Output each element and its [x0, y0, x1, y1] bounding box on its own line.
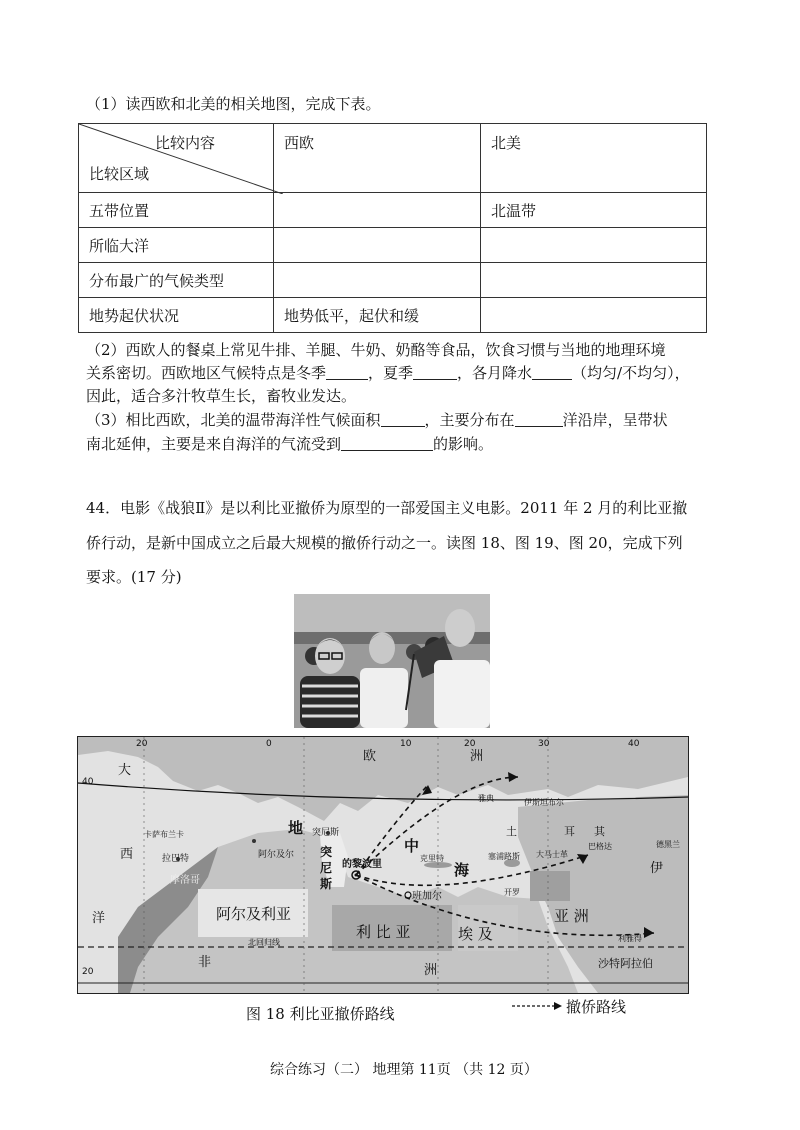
header-compare-region: 比较区域 [89, 165, 150, 183]
lat-label: 40 [82, 777, 94, 787]
lon-label: 20 [464, 739, 476, 749]
label-morocco: 摩洛哥 [170, 875, 200, 886]
label-zhong: 中 [404, 837, 420, 855]
label-tripoli: 的黎波里 [342, 859, 382, 870]
answer-cell: 北温带 [481, 193, 707, 228]
tripoli-marker-dot [355, 874, 358, 877]
blank-winter[interactable] [326, 365, 368, 380]
header-compare-content: 比较内容 [154, 134, 215, 152]
label-turkey-2: 耳 [564, 825, 575, 838]
blank-summer[interactable] [413, 365, 457, 380]
label-casablanca: 卡萨布兰卡 [144, 830, 184, 839]
text-segment: （3）相比西欧，北美的温带海洋性气候面积 [86, 411, 381, 429]
label-cairo: 开罗 [504, 888, 520, 897]
label-cyprus: 塞浦路斯 [488, 852, 520, 861]
text-segment: ，主要分布在 [424, 411, 515, 429]
table-row [79, 228, 707, 263]
label-athens: 雅典 [478, 794, 494, 803]
header-west-europe: 西欧 [274, 124, 481, 193]
map-base [78, 737, 688, 993]
label-crete: 克里特 [420, 854, 444, 863]
text-segment: 南北延伸，主要是来自海洋的气流受到 [86, 435, 342, 453]
answer-cell[interactable] [274, 228, 481, 263]
label-istanbul: 伊斯坦布尔 [524, 798, 564, 807]
label-turkey-3: 其 [594, 825, 605, 838]
lon-label: 30 [538, 739, 550, 749]
table-row [79, 193, 707, 228]
algiers-marker [252, 839, 256, 843]
label-di: 地 [288, 819, 304, 837]
label-turkey-1: 土 [506, 825, 517, 838]
dashed-arrow-icon [512, 999, 562, 1013]
lon-label: 0 [266, 739, 272, 749]
blank-area[interactable] [381, 412, 425, 427]
lon-label: 40 [628, 739, 640, 749]
label-europe-1: 欧 [363, 749, 377, 764]
q43-p3-line2 [86, 434, 493, 454]
q43-p2-line3: 因此，适合多汁牧草生长，畜牧业发达。 [86, 387, 357, 405]
comparison-table [78, 123, 707, 333]
label-atlantic-2: 西 [120, 847, 134, 862]
answer-cell[interactable] [481, 263, 707, 298]
lon-label: 10 [400, 739, 412, 749]
label-saudi-arabia: 沙特阿拉伯 [598, 957, 653, 970]
label-libya: 利 比 亚 [356, 923, 411, 941]
label-egypt: 埃 及 [458, 925, 493, 943]
blank-influence[interactable] [341, 436, 433, 451]
row-label: 分布最广的气候类型 [79, 263, 274, 298]
row-label: 地势起伏状况 [79, 298, 274, 333]
q44-line1: 44．电影《战狼Ⅱ》是以利比亚撤侨为原型的一部爱国主义电影。2011 年 2 月的利比亚撤 [86, 499, 688, 517]
evacuee-photo-illustration [294, 594, 490, 728]
legend-route-arrow [512, 998, 562, 1017]
lat-label: 20 [82, 967, 94, 977]
label-teheran: 德黑兰 [656, 840, 680, 849]
blank-ocean[interactable] [515, 412, 563, 427]
page-footer: 综合练习（二） 地理第 11页 （共 12 页） [270, 1062, 538, 1078]
text-segment: 的影响。 [433, 435, 494, 453]
answer-cell[interactable] [274, 193, 481, 228]
evacuee-photo [294, 594, 490, 728]
text-segment: 关系密切。西欧地区气候特点是冬季 [86, 364, 327, 382]
label-atlantic-1: 大 [118, 763, 132, 778]
q43-p2-line2 [86, 363, 690, 383]
table-row [79, 298, 707, 333]
answer-cell[interactable] [481, 298, 707, 333]
label-atlantic-3: 洋 [92, 911, 106, 926]
label-baghdad: 巴格达 [588, 842, 612, 851]
text-segment: ，各月降水 [457, 364, 533, 382]
label-tunisia-2: 尼 [320, 861, 333, 875]
label-tunisia-top: 突尼斯 [312, 828, 340, 838]
libya-evacuation-map [77, 736, 689, 994]
answer-cell[interactable] [274, 263, 481, 298]
q43-p3-line1 [86, 410, 668, 430]
label-africa-1: 非 [198, 955, 212, 970]
header-north-america: 北美 [481, 124, 707, 193]
label-tropic: 北回归线 [248, 938, 280, 947]
lon-label: 20 [136, 739, 148, 749]
table-row [79, 263, 707, 298]
label-tunisia-1: 突 [320, 845, 333, 859]
blank-precipitation[interactable] [532, 365, 572, 380]
label-algeria: 阿尔及利亚 [216, 905, 292, 923]
text-segment: （均匀/不均匀）， [572, 364, 690, 382]
label-algiers: 阿尔及尔 [258, 850, 295, 860]
q43-p2-line1: （2）西欧人的餐桌上常见牛排、羊腿、牛奶、奶酪等食品，饮食习惯与当地的地理环境 [86, 341, 666, 359]
q43-intro: （1）读西欧和北美的相关地图，完成下表。 [86, 95, 381, 113]
text-segment: ，夏季 [368, 364, 414, 382]
label-hai: 海 [454, 861, 470, 879]
map-caption: 图 18 利比亚撤侨路线 [246, 1005, 395, 1023]
row-label: 所临大洋 [79, 228, 274, 263]
table-header-diagonal-cell [79, 124, 274, 193]
answer-cell[interactable] [481, 228, 707, 263]
q44-line2: 侨行动，是新中国成立之后最大规模的撤侨行动之一。读图 18、图 19、图 20，完成下列 [86, 534, 683, 552]
answer-cell: 地势低平，起伏和缓 [274, 298, 481, 333]
label-iran: 伊 [650, 861, 664, 876]
label-benghazi: 班加尔 [412, 891, 442, 902]
label-tunisia-3: 斯 [320, 877, 333, 891]
label-europe-2: 洲 [470, 749, 484, 764]
label-damascus: 大马士革 [536, 850, 568, 859]
label-asia: 亚 洲 [554, 907, 589, 925]
legend-route-label: 撤侨路线 [566, 998, 627, 1016]
row-label: 五带位置 [79, 193, 274, 228]
q44-line3: 要求。(17 分) [86, 568, 182, 586]
label-rabat: 拉巴特 [162, 854, 190, 864]
label-riyadh: 利雅得 [618, 934, 642, 943]
text-segment: 洋沿岸，呈带状 [562, 411, 668, 429]
label-africa-2: 洲 [424, 963, 438, 978]
